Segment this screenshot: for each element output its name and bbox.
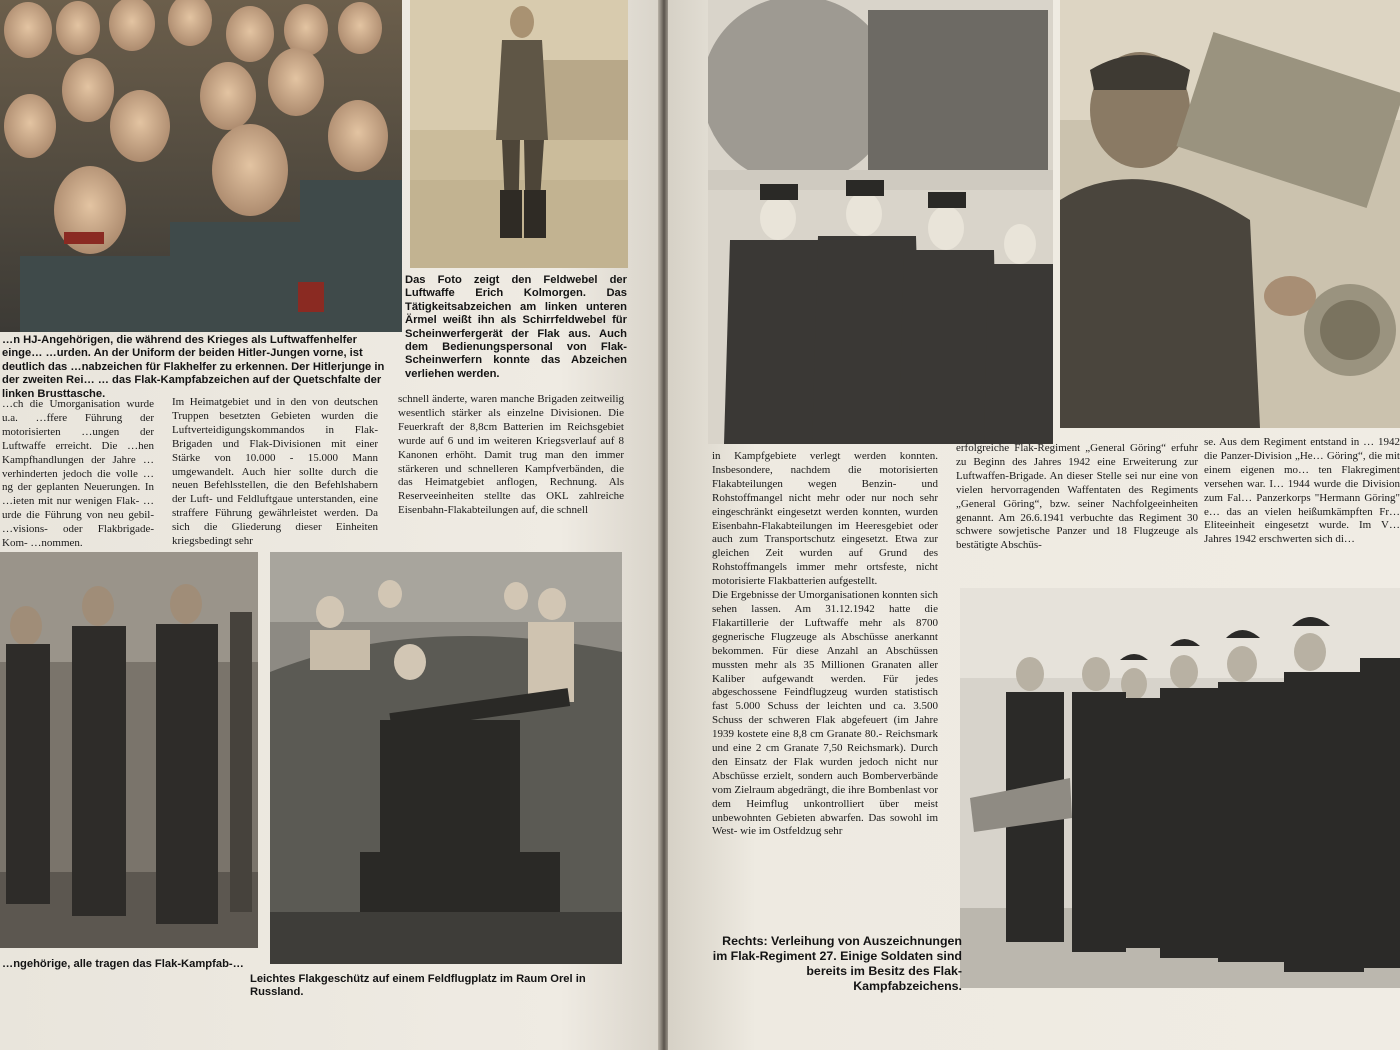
right-text-column-3-body: se. Aus dem Regiment entstand in … 1942 die Panzer-Division „He… Göring“, die mit einem eigenen mo… ten Flakregiment versehen war. I… 1944 wurde die Division zum Fal… Panzerkorps "Hermann Göring" e… das an vielen heißumkämpften Fr… Eliteeinheit eingesetzt wurde. Im V… Jahres 1942 erschwerten sich di… <box>1204 436 1400 546</box>
caption-bottom-left: …ngehörige, alle tragen das Flak-Kampfab-… <box>2 958 244 970</box>
right-text-column-1 <box>712 450 938 912</box>
caption-bottom-right: Leichtes Flakgeschütz auf einem Feldflugplatz im Raum Orel in Russland. <box>250 973 586 999</box>
right-text-column-2 <box>956 442 1198 592</box>
flak-gun-crew-photo <box>270 552 622 964</box>
right-text-column-2-body: erfolgreiche Flak-Regiment „General Göring“ erfuhr zu Beginn des Jahres 1942 eine Erweiterung zur Luftwaffen-Brigade. An dieser Stelle sei nur eine von vielen hervorragenden Waffentaten des Regiments „General Göring“, bzw. seiner Nachfolgeeinheiten genannt. Am 26.6.1941 verbuchte das Regiment 30 schwere sowjetische Panzer und 18 Flugzeuge als bestätigte Abschüs- <box>956 442 1198 552</box>
group-photo-hitler-youth-flak-helpers <box>0 0 402 332</box>
caption-award-ceremony: Rechts: Verleihung von Auszeichnungen im Flak-Regiment 27. Einige Soldaten sind bereits im Besitz des Flak-Kampfabzeichens. <box>712 934 962 993</box>
text-column-1 <box>2 398 154 548</box>
text-column-1-body: …ch die Umorganisation wurde u.a. …ffere Führung der motorisierten …ungen der Luftwaffe erreicht. Die …hen Kampfhandlungen der Jahre … verhinderten jedoch die volle …ng der geplanten Neuerungen. In …ieten mit nur wenigen Flak- …urde die Führung von neu gebil- …visions- oder Flakbrigade-Kom- …nommen. <box>2 398 154 548</box>
three-soldiers-photo-icon <box>0 552 258 948</box>
woman-at-rangefinder-photo-icon <box>1060 0 1400 428</box>
text-column-2-body: Im Heimatgebiet und in den von deutschen Truppen besetzten Gebieten wurden die Luftverteidigungskommandos in Flak-Brigaden und Flak-Divisionen mit einer Stärke von 10.000 - 15.000 Mann umgewandelt. Auch hier sollte durch die neuen Befehlsstellen, die den Befehlshabern der Luft- und Feldluftgaue unterstanden, eine straffere Führung gewährleistet werden. Da sich die Gliederung dieser Einheiten kriegsbedingt sehr <box>172 396 378 548</box>
three-soldiers-photo <box>0 552 258 948</box>
woman-at-rangefinder-photo <box>1060 0 1400 428</box>
left-magazine-page <box>0 0 660 1050</box>
caption-top-left: …n HJ-Angehörigen, die während des Krieges als Luftwaffenhelfer einge… …urden. An der Uniform der beiden Hitler-Jungen vorne, ist deutlich das …nabzeichen für Flakhelfer zu erkennen. Der Hitlerjunge in der zweiten Rei… … das Flak-Kampfabzeichen auf der Quetschfalte der linken Brusttasche. <box>2 334 385 400</box>
searchlight-crew-women-photo <box>708 0 1053 444</box>
right-text-column-1-body-a: in Kampfgebiete verlegt werden konnten. Insbesondere, nachdem die motorisierten Flakabteilungen wegen Benzin- und Rohstoffmangel nicht mehr oder nur noch sehr eingeschränkt eingesetzt werden konnten, wurden Eisenbahn-Flakabteilungen im Heeresgebiet oder auch zum Transportschutz eingesetzt. Etwa zur gleichen Zeit wurden auf Grund des Rohstoffmangels immer mehr ortsfeste, nicht motorisierte Flakbatterien aufgestellt. <box>712 450 938 588</box>
text-column-2 <box>172 396 378 548</box>
caption-top-right: Das Foto zeigt den Feldwebel der Luftwaffe Erich Kolmorgen. Das Tätigkeitsabzeichen am linken unteren Ärmel weißt ihn als Schirrfeldwebel für Scheinwerfergerät der Flak aus. Auch dem Bedienungspersonal von Flak-Scheinwerfern konnte das Abzeichen verliehen werden. <box>405 274 627 380</box>
text-column-3 <box>398 393 624 547</box>
award-ceremony-soldiers-photo <box>960 588 1400 988</box>
searchlight-crew-women-photo-icon <box>708 0 1053 444</box>
right-text-column-1-body-b: Die Ergebnisse der Umorganisationen konnten sich sehen lassen. Am 31.12.1942 hatte die Flakartillerie der Luftwaffe mehr als 8700 gegnerische Flugzeuge als Abschüsse anerkannt bekommen. Für diese Anzahl an Abschüssen mussten mehr als 35 Millionen Granaten aller Kaliber aufgewandt werden. Für jedes abgeschossene Feindflugzeug wurden statistisch fast 5.000 Schuss der leichten und ca. 3.500 Schuss der schweren Flak abgefeuert (im Jahre 1939 kostete eine 8,8 cm Granate 80.- Reichsmark und eine 2 cm Granate 7,50 Reichsmark). Durch den Einsatz der Flak wurden jedoch nicht nur Abschüsse erzielt, sondern auch Bomberverbände vom Zielraum abgedrängt, die ihre Bombenlast vor dem Heimflug unkontrolliert über meist unbewohnten Gebieten abwarfen. Das sowohl im West- wie im Ostfeldzug sehr <box>712 589 938 838</box>
award-ceremony-soldiers-photo-icon <box>960 588 1400 988</box>
portrait-feldwebel-standing-icon <box>410 0 628 268</box>
group-photo-hitler-youth-flak-helpers-icon <box>0 0 402 332</box>
flak-gun-crew-photo-icon <box>270 552 622 964</box>
right-magazine-page <box>668 0 1400 1050</box>
portrait-feldwebel-standing <box>410 0 628 268</box>
right-text-column-3 <box>1204 436 1400 604</box>
text-column-3-body: schnell änderte, waren manche Brigaden zeitweilig wesentlich stärker als einzelne Divisionen. Die Feuerkraft der 8,8cm Batterien im Reichsgebiet wurde auf 6 und im weiteren Kriegsverlauf auf 8 Kanonen erhöht. Damit trug man den immer stärkeren und schnelleren Kampfverbänden, die das Heimatgebiet anflogen, Rechnung. Als Reserveeinheiten stellte das OKL zahlreiche Eisenbahn-Flakabteilungen auf, die schnell <box>398 393 624 517</box>
